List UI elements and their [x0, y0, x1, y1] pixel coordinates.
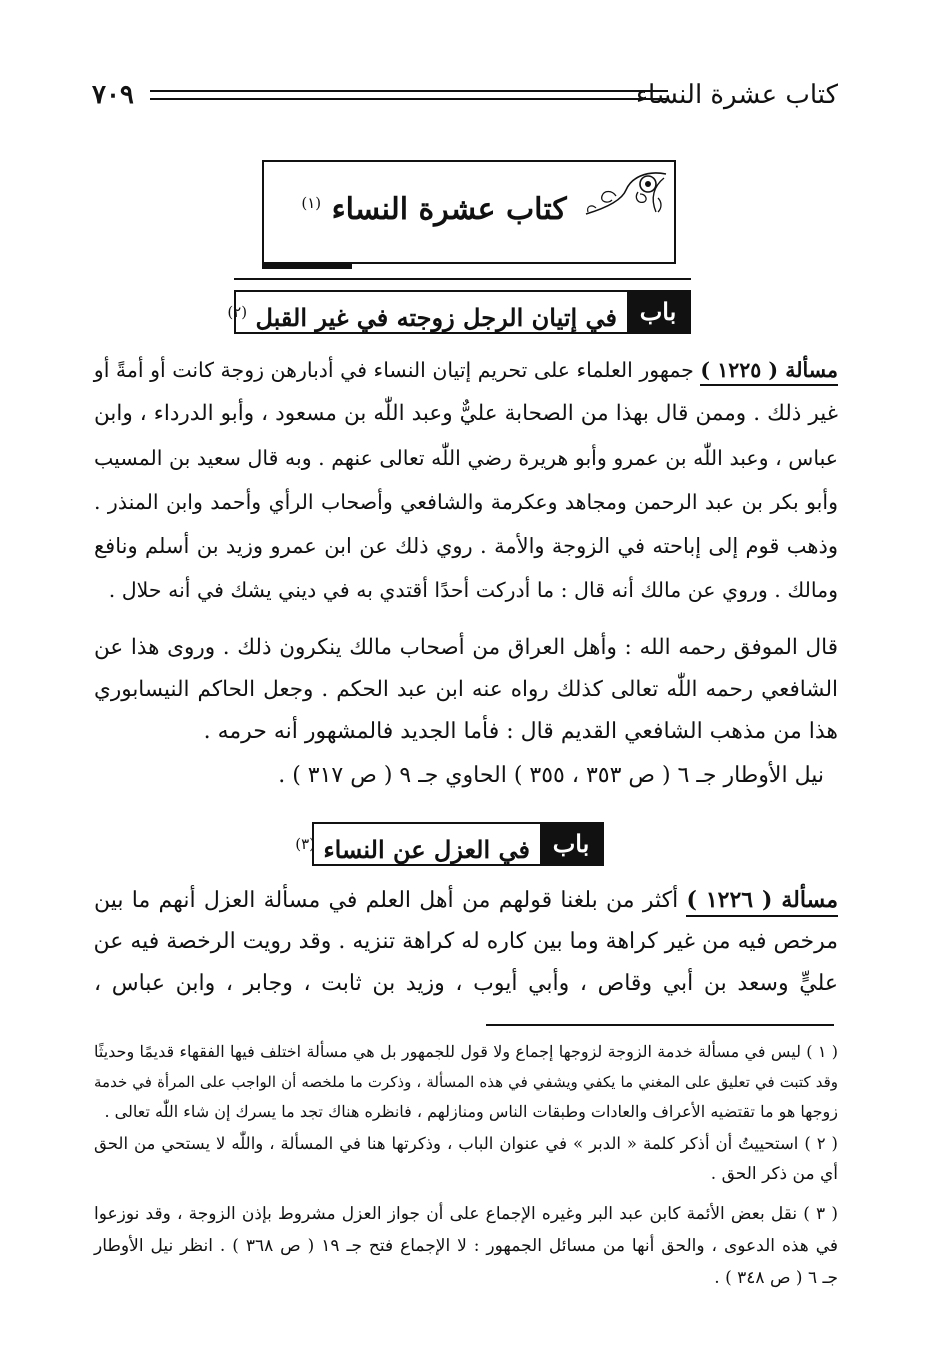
- footnote-line: ( ٣ ) نقل بعض الأئمة كابن عبد البر وغيره الإجماع على أن جواز العزل مشروط بإذن الزوجة ، وقد نوزعوا: [94, 1204, 838, 1224]
- footnote-line: في هذه الدعوى ، والحق أنها من مسائل الجمهور : لا الإجماع فتح جـ ١٩ ( ص ٣٦٨ ) . انظر نيل الأوطار: [94, 1236, 838, 1256]
- body-line: مرخص فيه من غير كراهة وما بين كاره له كراهة تنزيه . وقد رويت الرخصة فيه عن: [93, 929, 838, 954]
- body-line: ومالك . وروي عن مالك أنه قال : ما أدركت أحدًا أقتدي به في ديني يشك في أنه حلال .: [108, 578, 838, 602]
- body-line: وأبو بكر بن عبد الرحمن ومجاهد وعكرمة والشافعي وأصحاب الرأي وأحمد وابن المنذر .: [94, 490, 838, 514]
- chapter-heading-1: [227, 290, 691, 334]
- body-line: [94, 352, 838, 388]
- body-line: عليٍّ وسعد بن أبي وقاص ، وأبي أيوب ، وزيد بن ثابت ، وجابر ، وابن عباس ،: [94, 971, 838, 996]
- body-line: قال الموفق رحمه الله : وأهل العراق من أصحاب مالك ينكرون ذلك . وروى هذا عن: [94, 635, 838, 660]
- book-title-text: كتاب عشرة النساء: [331, 192, 567, 227]
- chapter-note: (٣): [295, 835, 316, 853]
- header-rule: [150, 90, 668, 92]
- footnote-rule: [486, 1024, 834, 1026]
- chapter-title: [227, 292, 617, 338]
- body-text: جمهور العلماء على تحريم إتيان النساء في أدبارهن زوجة كانت أو أمةً أو: [93, 358, 694, 382]
- chapter-label: باب: [627, 292, 689, 332]
- footnote-line: زوجها هو ما تقتضيه الأعراف والعادات وطبقات الناس ومنازلهم ، فانظره هناك تجد ما يسرك إن شاء اللّٰه تعالى .: [104, 1102, 838, 1121]
- page-number: ٧٠٩: [92, 80, 134, 110]
- running-header: [92, 78, 838, 112]
- footnote-line: وقد كتبت في تعليق على المغني ما يكفي ويشفي في هذه المسألة ، وذكرت ما ملخصه أن الواجب على المرأة في خدمة: [94, 1073, 838, 1091]
- footnote-line: أي من ذكر الحق .: [710, 1164, 838, 1184]
- chapter-title-text: في العزل عن النساء: [323, 835, 530, 864]
- body-line: وذهب قوم إلى إباحته في الزوجة والأمة . روي ذلك عن ابن عمرو وزيد بن أسلم ونافع: [94, 534, 838, 558]
- footnote-line: ( ١ ) ليس في مسألة خدمة الزوجة لزوجها إجماع ولا قول للجمهور بل هي مسألة اختلف فيها الفقهاء قديمًا وحديثًا: [94, 1042, 839, 1061]
- footnote-line: جـ ٦ ( ص ٣٤٨ ) .: [714, 1268, 838, 1288]
- chapter-heading-2: [295, 822, 604, 866]
- reference-line: نيل الأوطار جـ ٦ ( ص ٣٥٣ ، ٣٥٥ ) الحاوي جـ ٩ ( ص ٣١٧ ) .: [278, 763, 824, 788]
- body-line: [94, 882, 838, 919]
- book-title-box: [262, 160, 676, 264]
- title-box-shadow: [262, 262, 352, 269]
- chapter-note: (٢): [227, 303, 248, 321]
- body-line: غير ذلك . وممن قال بهذا من الصحابة عليٌّ وعبد اللّٰه بن مسعود ، وأبو الدرداء ، وابن: [94, 401, 838, 426]
- chapter-title-text: في إتيان الرجل زوجته في غير القبل: [255, 303, 617, 332]
- chapter-title: [295, 824, 530, 870]
- book-title: [264, 192, 604, 227]
- body-text: أكثر من بلغنا قولهم من أهل العلم في مسألة العزل أنهم ما بين: [94, 888, 679, 913]
- body-line: الشافعي رحمه اللّٰه تعالى كذلك رواه عنه ابن عبد الحكم . وجعل الحاكم النيسابوري: [94, 677, 838, 702]
- body-line: هذا من مذهب الشافعي القديم قال : فأما الجديد فالمشهور أنه حرمه .: [203, 719, 838, 744]
- chapter-label: باب: [540, 824, 602, 864]
- body-line: عباس ، وعبد اللّٰه بن عمرو وأبو هريرة رضي اللّٰه تعالى عنهم . وبه قال سعيد بن المسيب: [94, 446, 838, 470]
- masala-number: مسألة ( ١٢٢٦ ): [686, 887, 838, 917]
- book-title-note: (١): [301, 194, 322, 212]
- masala-number: مسألة ( ١٢٢٥ ): [700, 358, 838, 386]
- footnote-line: ( ٢ ) استحييتُ أن أذكر كلمة « الدبر » في عنوان الباب ، وذكرتها هنا في المسألة ، واللّٰه لا يستحي من الحق: [94, 1134, 838, 1153]
- header-rule-double: [150, 98, 668, 100]
- section-rule: [234, 278, 691, 280]
- running-header-title: كتاب عشرة النساء: [635, 80, 838, 110]
